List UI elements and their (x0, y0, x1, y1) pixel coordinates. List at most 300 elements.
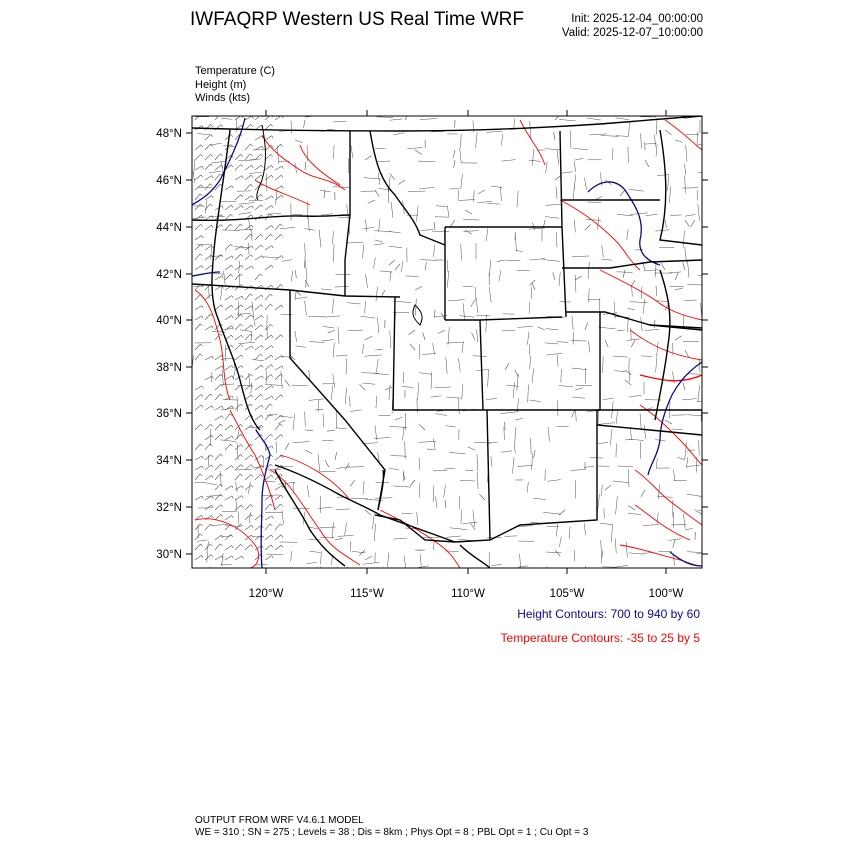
county-line (463, 231, 478, 232)
county-line (570, 130, 571, 148)
county-line (615, 539, 616, 554)
wind-barb (245, 144, 253, 150)
county-line (293, 414, 295, 430)
county-line (491, 186, 502, 188)
wind-barb (678, 457, 685, 460)
county-line (237, 396, 238, 412)
county-line (305, 257, 307, 272)
county-line (323, 326, 335, 328)
state-boundary-mt-nd (560, 131, 562, 227)
county-line (295, 346, 305, 347)
wind-barb (245, 306, 253, 310)
wind-barb (265, 196, 273, 200)
county-line (337, 467, 350, 469)
county-line (688, 261, 689, 277)
county-line (699, 440, 700, 455)
temperature-contour (560, 200, 640, 270)
county-line (211, 524, 228, 525)
county-line (461, 174, 463, 189)
wind-barb (235, 246, 243, 250)
county-line (393, 133, 404, 135)
county-line (378, 161, 391, 162)
wind-barb (235, 454, 243, 460)
county-line (447, 271, 449, 288)
wind-barb (265, 516, 273, 520)
county-line (545, 343, 559, 344)
wind-barb (304, 120, 305, 128)
county-line (387, 569, 388, 579)
wind-barb (265, 355, 273, 360)
wind-barb (478, 190, 485, 194)
county-line (486, 315, 487, 333)
county-line (573, 332, 574, 345)
county-line (321, 340, 333, 341)
wind-barb (195, 544, 203, 550)
wind-barb (365, 156, 372, 160)
county-line (306, 272, 307, 288)
wind-barb (325, 460, 329, 467)
county-line (449, 452, 465, 454)
wind-barb (687, 450, 695, 451)
county-line (473, 190, 474, 201)
lat-tick-label: 46°N (156, 175, 182, 187)
county-line (447, 205, 449, 217)
county-line (422, 354, 436, 355)
county-line (221, 440, 236, 442)
wind-barb (255, 345, 263, 350)
county-line (557, 355, 558, 367)
county-line (318, 455, 319, 471)
wind-barb (575, 388, 583, 390)
county-line (505, 536, 518, 537)
wind-barb (645, 160, 649, 167)
wind-barb (454, 160, 455, 168)
wind-barb (215, 494, 223, 500)
wind-barb (225, 365, 233, 370)
county-line (279, 416, 293, 418)
county-line (627, 230, 628, 240)
county-line (221, 287, 223, 300)
county-line (403, 426, 404, 440)
wind-barb (265, 145, 273, 150)
county-line (444, 485, 446, 498)
county-line (380, 271, 393, 272)
wind-barb (225, 414, 232, 420)
county-line (476, 298, 478, 313)
county-line (698, 204, 700, 221)
county-line (698, 510, 712, 511)
county-line (420, 119, 437, 120)
county-line (291, 121, 292, 134)
county-line (629, 302, 647, 303)
county-line (641, 317, 642, 331)
county-line (501, 134, 503, 145)
wind-barb (195, 316, 203, 320)
county-line (548, 427, 550, 441)
county-line (345, 522, 347, 535)
wind-barb (215, 114, 222, 120)
county-line (610, 429, 612, 446)
county-line (616, 565, 628, 567)
county-line (198, 187, 212, 188)
county-line (476, 329, 477, 342)
temperature-contour (635, 470, 702, 525)
state-boundary-wy-east (562, 227, 566, 317)
wind-barb (255, 376, 263, 380)
wind-barb (675, 288, 683, 290)
wind-barb (255, 394, 263, 400)
county-line (446, 536, 461, 537)
wind-barb (434, 222, 435, 230)
county-line (364, 178, 381, 179)
county-line (501, 412, 519, 414)
county-line (418, 383, 419, 400)
county-line (433, 343, 435, 354)
county-line (462, 384, 463, 400)
state-boundary-ut-nv (393, 297, 395, 410)
county-line (574, 220, 575, 233)
county-line (572, 256, 589, 257)
county-line (239, 212, 251, 214)
wind-barb (195, 254, 202, 260)
wind-barb (195, 265, 203, 270)
wind-barb (225, 274, 233, 280)
wind-barb (225, 186, 233, 190)
county-line (408, 191, 425, 192)
county-line (598, 410, 599, 424)
county-line (576, 410, 577, 421)
county-line (304, 229, 314, 231)
wind-barb (350, 480, 355, 486)
temperature-contour (600, 270, 702, 320)
wind-barb (450, 220, 455, 227)
county-line (281, 371, 282, 388)
county-line (601, 540, 602, 558)
county-line (682, 399, 697, 400)
county-line (686, 145, 687, 161)
county-line (685, 164, 686, 175)
wind-barb (245, 196, 253, 200)
wind-barb (265, 265, 273, 270)
wind-barb (245, 395, 253, 400)
wind-barb (235, 296, 243, 300)
county-line (528, 385, 529, 403)
county-line (282, 260, 293, 262)
wind-barb (245, 514, 253, 520)
county-line (640, 413, 641, 430)
county-line (320, 537, 334, 538)
lat-tick-label: 42°N (156, 269, 182, 281)
county-line (364, 355, 382, 356)
county-line (205, 200, 207, 213)
state-boundary-wy-south (445, 317, 562, 320)
county-line (362, 344, 364, 354)
county-line (641, 133, 642, 148)
county-line (473, 510, 475, 527)
wind-barb (265, 136, 273, 140)
county-line (657, 174, 668, 175)
county-line (248, 200, 263, 201)
county-line (532, 149, 533, 166)
county-line (309, 551, 320, 552)
wind-barb (275, 504, 283, 510)
wind-barb (675, 140, 683, 142)
wind-barb (532, 283, 535, 290)
county-line (589, 457, 603, 458)
wind-barb (205, 455, 213, 460)
wind-barb (265, 365, 273, 370)
county-line (475, 286, 476, 299)
county-line (292, 442, 309, 443)
wind-barb (415, 286, 422, 290)
wind-barb (235, 355, 243, 360)
county-line (193, 217, 206, 219)
county-line (419, 187, 434, 189)
wind-barb (555, 114, 561, 120)
wind-barb (195, 204, 202, 210)
wind-barb (235, 195, 243, 200)
county-line (615, 118, 629, 120)
wind-barb (265, 434, 273, 440)
county-line (248, 482, 250, 494)
county-line (572, 397, 585, 398)
wind-barb (497, 260, 505, 262)
county-line (486, 399, 497, 400)
county-line (220, 384, 234, 385)
county-line (532, 368, 534, 383)
valid-time: Valid: 2025-12-07_10:00:00 (561, 27, 703, 39)
wind-barb (265, 324, 273, 330)
county-line (460, 480, 475, 481)
wind-barb (572, 410, 575, 417)
county-line (458, 200, 474, 201)
county-line (263, 257, 278, 258)
wind-barb (215, 276, 223, 280)
wind-barb (255, 234, 263, 240)
county-line (618, 466, 633, 467)
wind-barb (665, 220, 666, 228)
county-line (406, 276, 419, 277)
county-line (643, 525, 659, 526)
wind-barb (245, 315, 253, 320)
wind-barb (205, 356, 213, 360)
wind-barb (385, 387, 392, 390)
latitude-axis (156, 128, 708, 561)
wind-barb (275, 495, 283, 500)
wind-barb (225, 376, 233, 380)
county-line (514, 443, 515, 453)
wind-barb (205, 144, 213, 150)
county-line (460, 316, 475, 317)
county-line (698, 171, 716, 172)
wind-barb (691, 220, 695, 227)
state-boundary-ok-tx (597, 410, 702, 435)
wind-barb (365, 336, 372, 340)
county-line (491, 564, 502, 566)
wind-barb (235, 314, 243, 320)
county-line (333, 244, 334, 262)
county-line (235, 482, 237, 492)
wind-barb (472, 333, 475, 340)
wind-barb (538, 327, 545, 330)
wind-barb (398, 180, 405, 184)
county-line (266, 174, 267, 192)
wind-barb (465, 210, 472, 214)
wind-barb (235, 544, 243, 550)
county-line (366, 220, 367, 232)
wind-barb (225, 144, 233, 150)
wind-barb (225, 425, 233, 430)
county-line (645, 329, 659, 330)
county-line (615, 371, 626, 372)
wind-barb (275, 186, 283, 190)
county-line (543, 259, 560, 261)
county-line (266, 371, 267, 385)
wind-barb (225, 305, 233, 310)
wind-barb (225, 496, 233, 500)
county-line (518, 566, 528, 567)
wind-barb (515, 250, 523, 252)
county-line (305, 301, 307, 316)
lon-tick-label: 115°W (350, 588, 384, 600)
county-line (462, 342, 463, 353)
wind-barb (235, 205, 243, 210)
wind-barb (368, 200, 375, 203)
wind-barb (195, 236, 203, 240)
county-line (598, 423, 615, 425)
county-line (701, 243, 717, 245)
county-line (320, 190, 330, 192)
height-contour (192, 118, 245, 205)
county-line (332, 522, 333, 538)
county-line (324, 316, 341, 317)
county-line (656, 458, 657, 468)
wind-barb (275, 424, 282, 430)
wind-barb (683, 382, 685, 390)
county-line (447, 260, 448, 272)
county-line (212, 331, 226, 332)
wind-barb (335, 452, 337, 460)
map-content (192, 113, 717, 586)
county-line (267, 469, 281, 470)
county-line (699, 360, 700, 373)
county-line (436, 206, 447, 207)
county-line (224, 271, 226, 286)
wind-barb (553, 272, 555, 280)
field-label-height: Height (m) (195, 79, 247, 91)
county-line (589, 289, 590, 303)
county-line (463, 303, 464, 319)
county-line (375, 374, 389, 375)
wind-barb (275, 545, 283, 550)
wind-barb (245, 346, 253, 350)
wind-barb (235, 165, 243, 170)
wind-barb (195, 386, 203, 390)
county-line (697, 401, 709, 402)
county-line (463, 522, 478, 523)
county-line (656, 144, 657, 156)
county-line (431, 396, 441, 397)
wind-barb (245, 234, 253, 240)
wind-barb (275, 434, 283, 440)
wind-barb (683, 262, 685, 270)
state-boundary-ut-co (480, 320, 483, 410)
wind-barb (245, 325, 253, 330)
county-line (446, 426, 456, 427)
county-line (559, 537, 561, 547)
wind-barb (205, 406, 213, 410)
wind-barb (554, 132, 555, 140)
wind-barb (215, 254, 223, 260)
county-line (401, 261, 403, 272)
county-line (460, 148, 462, 163)
wind-barb (215, 484, 223, 490)
longitude-axis (249, 110, 684, 600)
county-line (223, 328, 234, 329)
wind-barb (335, 538, 343, 540)
county-line (234, 247, 250, 248)
county-line (333, 343, 334, 357)
wind-barb (245, 255, 253, 260)
wind-barb (215, 454, 222, 460)
county-line (585, 178, 587, 190)
county-line (616, 411, 618, 424)
county-line (529, 400, 540, 402)
wind-barb (255, 354, 262, 360)
county-line (391, 202, 393, 218)
wind-barb (245, 545, 253, 550)
temperature-contour (620, 545, 702, 566)
wind-barb (235, 154, 243, 160)
county-line (323, 414, 324, 427)
county-line (588, 262, 589, 279)
wind-barb (205, 496, 213, 500)
wind-barb (245, 475, 253, 480)
county-line (477, 201, 492, 203)
county-line (646, 214, 658, 215)
county-line (616, 496, 618, 514)
wind-barb (215, 305, 223, 310)
county-line (685, 214, 695, 216)
wind-barb (631, 340, 635, 347)
county-line (362, 227, 374, 229)
wind-barb (215, 165, 223, 170)
wind-barb (623, 270, 625, 278)
county-line (309, 341, 324, 342)
county-line (252, 301, 254, 317)
county-line (377, 317, 378, 333)
wind-barb (235, 335, 243, 340)
wind-barb (225, 546, 233, 550)
county-line (488, 370, 489, 387)
county-line (335, 286, 349, 287)
wind-barb (305, 450, 312, 454)
wind-barb (225, 205, 233, 210)
wind-barb (235, 254, 243, 260)
county-line (253, 316, 255, 326)
county-line (295, 331, 297, 342)
wind-barb (205, 475, 213, 480)
county-line (644, 270, 659, 271)
county-line (603, 398, 614, 399)
wind-barb (375, 240, 383, 242)
county-line (389, 246, 402, 247)
county-line (363, 383, 375, 384)
wind-barb (265, 556, 273, 560)
county-line (248, 218, 250, 231)
wind-barb (265, 335, 273, 340)
wind-barb (327, 430, 335, 431)
